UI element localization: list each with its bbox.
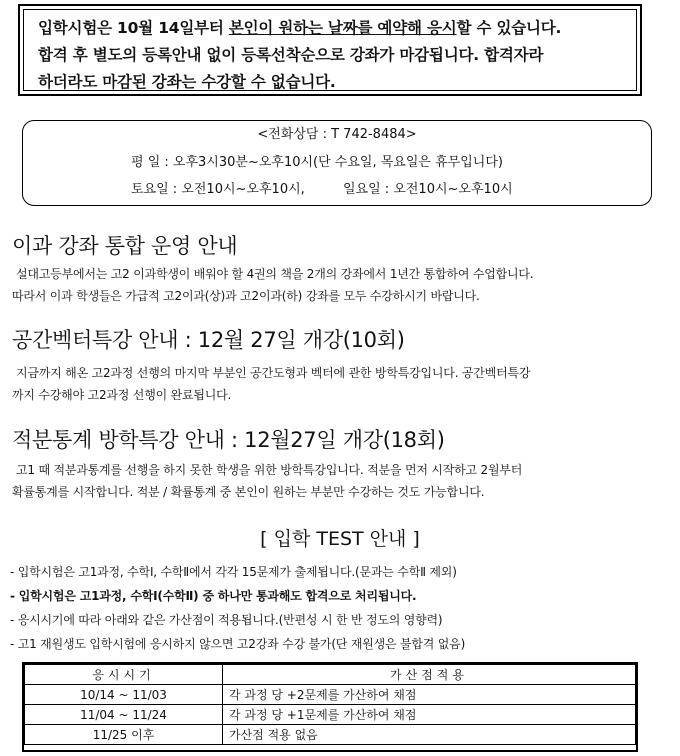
section-3-line-2: 확률통계를 시작합니다. 적분 / 확률통계 중 본인이 원하는 부분만 수강하는 것도 가능합니다. (12, 485, 485, 499)
notice-line-1 (38, 16, 561, 38)
section-3-line-1: 고1 때 적분과통계를 선행을 하지 못한 학생을 위한 방학특강입니다. 적분을 먼저 시작하고 2월부터 (16, 463, 523, 477)
test-section-title: [ 입학 TEST 안내 ] (260, 528, 420, 550)
cell-bonus: 가산점 적용 없음 (223, 725, 636, 745)
section-2-line-1: 지금까지 해온 고2과정 선행의 마지막 부분인 공간도형과 벡터에 관한 방학특강입니다. 공간벡터특강 (16, 366, 531, 380)
notice-line-1-underlined: 본인이 원하는 날짜를 예약해 응시 (228, 19, 457, 37)
section-title-space-vector: 공간벡터특강 안내 : 12월 27일 개강(10회) (12, 328, 405, 352)
table-row (25, 725, 636, 745)
table-header-row (25, 665, 636, 685)
test-bullet-2: - 입학시험은 고1과정, 수학Ⅰ(수학Ⅱ) 중 하나만 통과해도 합격으로 처리됩니다. (10, 589, 417, 603)
notice-box (18, 4, 642, 96)
contact-saturday: 토요일 : 오전10시~오후10시, (131, 182, 305, 197)
cell-period: 10/14 ~ 11/03 (25, 685, 223, 705)
header-bonus: 가산점적용 (223, 665, 636, 685)
contact-box (22, 120, 652, 206)
cell-period: 11/04 ~ 11/24 (25, 705, 223, 725)
table-row (25, 705, 636, 725)
contact-title: <전화상담 : T 742-8484> (257, 127, 417, 142)
contact-weekday: 평 일 : 오후3시30분~오후10시(단 수요일, 목요일은 휴무입니다) (131, 155, 503, 170)
notice-line-1-c: 할 수 있습니다. (456, 19, 562, 37)
table-row (25, 685, 636, 705)
section-1-line-2: 따라서 이과 학생들은 가급적 고2이과(상)과 고2이과(하) 강좌를 모두 수강하시기 바랍니다. (12, 289, 480, 303)
cell-bonus: 각 과정 당 +1문제를 가산하여 채점 (223, 705, 636, 725)
section-2-line-2: 까지 수강해야 고2과정 선행이 완료됩니다. (12, 388, 232, 402)
section-title-integral-statistics: 적분통계 방학특강 안내 : 12월27일 개강(18회) (12, 428, 445, 452)
section-1-line-1: 설대고등부에서는 고2 이과학생이 배워야 할 4권의 책을 2개의 강좌에서 1년간 통합하여 수업합니다. (16, 267, 534, 281)
cell-bonus: 각 과정 당 +2문제를 가산하여 채점 (223, 685, 636, 705)
header-exam-period: 응시시기 (25, 665, 223, 685)
test-bullet-4: - 고1 재원생도 입학시험에 응시하지 않으면 고2강좌 수강 불가(단 재원생은 불합격 없음) (10, 637, 466, 651)
test-bullet-3: - 응시시기에 따라 아래와 같은 가산점이 적용됩니다.(반편성 시 한 반 정도의 영향력) (10, 613, 443, 627)
notice-line-3: 하더라도 마감된 강좌는 수강할 수 없습니다. (38, 73, 336, 91)
notice-line-2: 합격 후 별도의 등록안내 없이 등록선착순으로 강좌가 마감됩니다. 합격자라 (38, 46, 544, 64)
bonus-schedule-table (24, 664, 636, 745)
cell-period: 11/25 이후 (25, 725, 223, 745)
notice-line-1-a: 입학시험은 10월 14일부터 (38, 19, 229, 37)
contact-sunday: 일요일 : 오전10시~오후10시 (343, 182, 513, 197)
test-bullet-1: - 입학시험은 고1과정, 수학Ⅰ, 수학Ⅱ에서 각각 15문제가 출제됩니다.(문과는 수학Ⅱ 제외) (10, 565, 457, 579)
section-title-science-integration: 이과 강좌 통합 운영 안내 (12, 234, 238, 258)
